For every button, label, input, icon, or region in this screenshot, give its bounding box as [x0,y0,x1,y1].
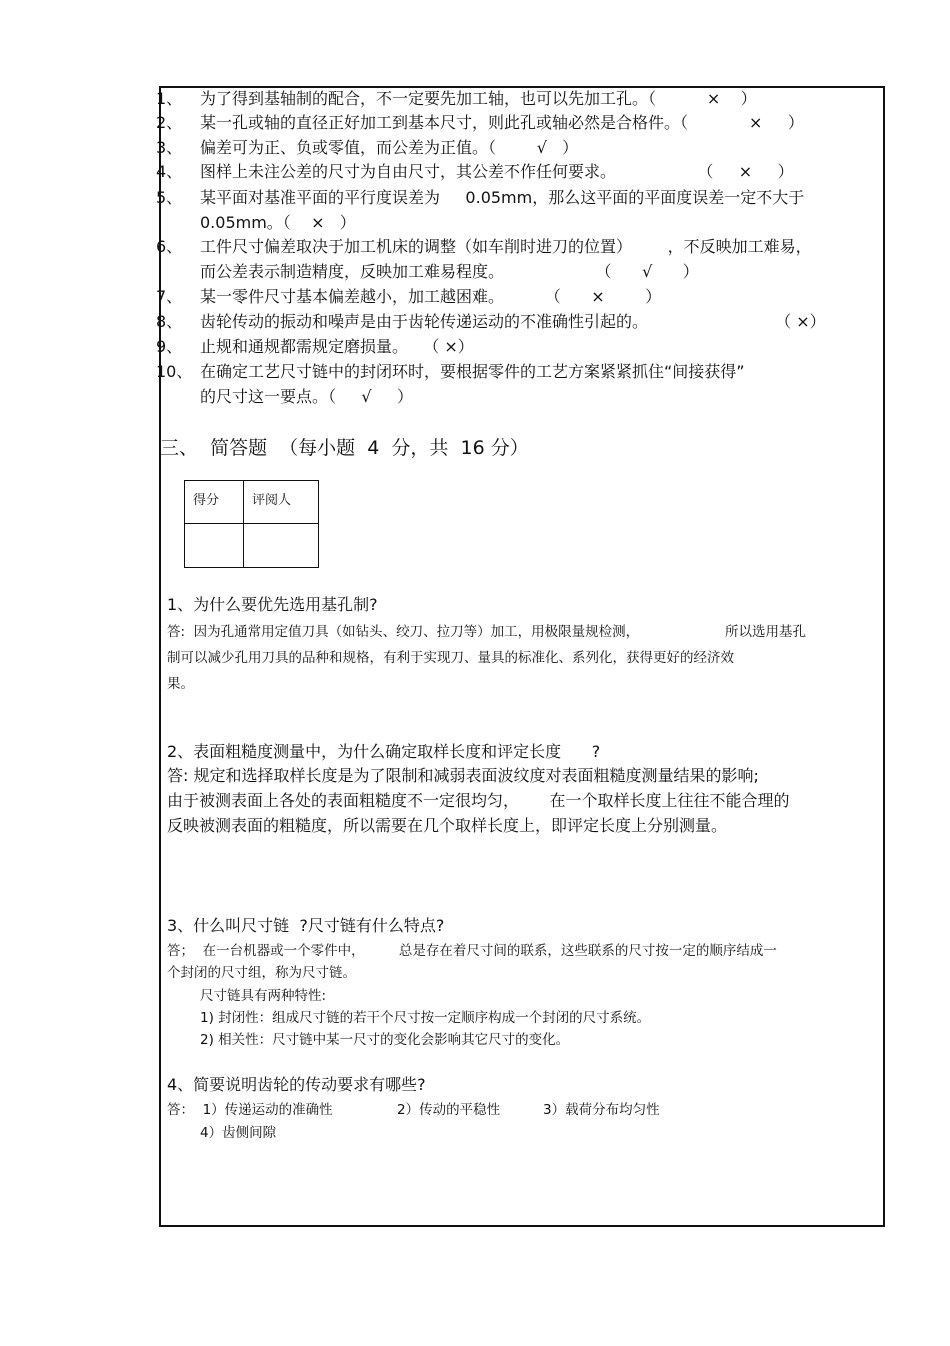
item-number: 4、 [156,162,183,181]
item-text: 图样上未注公差的尺寸为自由尺寸，其公差不作任何要求。 （ × ） [200,162,794,181]
item-text: 某平面对基准平面的平行度误差为 0.05mm，那么这平面的平面度误差一定不大于 [200,188,805,207]
question-title: 3、什么叫尺寸链 ?尺寸链有什么特点? [167,916,445,935]
reviewer-label: 评阅人 [244,481,319,524]
answer-line: 1) 封闭性：组成尺寸链的若干个尺寸按一定顺序构成一个封闭的尺寸系统。 [200,1010,651,1026]
score-table [184,480,319,568]
item-text: 齿轮传动的振动和噪声是由于齿轮传递运动的不准确性引起的。 （ ×） [200,312,826,331]
score-cell [185,524,244,568]
answer-line: 2) 相关性：尺寸链中某一尺寸的变化会影响其它尺寸的变化。 [200,1032,570,1048]
question-title: 4、简要说明齿轮的传动要求有哪些? [167,1075,426,1094]
answer-line: 果。 [167,676,194,692]
item-number: 9、 [156,337,183,356]
answer-line: 答： 1）传递运动的准确性 2）传动的平稳性 3）载荷分布均匀性 [167,1102,660,1118]
answer-line: 反映被测表面的粗糙度，所以需要在几个取样长度上，即评定长度上分别测量。 [167,816,728,835]
answer-line: 答: 规定和选择取样长度是为了限制和减弱表面波纹度对表面粗糙度测量结果的影响; [167,766,759,785]
item-text: 的尺寸这一要点。（ √ ） [200,387,414,406]
answer-line: 答； 在一台机器或一个零件中， 总是存在着尺寸间的联系，这些联系的尺寸按一定的顺序结成一 [167,943,777,959]
item-number: 7、 [156,287,183,306]
question-title: 2、表面粗糙度测量中，为什么确定取样长度和评定长度 ? [167,742,601,761]
answer-line: 答: 因为孔通常用定值刀具（如钻头、绞刀、拉刀等）加工，用极限量规检测， 所以选用基孔 [167,624,806,640]
section-heading: 三、 简答题 （每小题 4 分，共 16 分） [160,437,529,459]
item-text: 在确定工艺尺寸链中的封闭环时，要根据零件的工艺方案紧紧抓住“间接获得” [200,362,745,381]
reviewer-cell [244,524,319,568]
item-number: 5、 [156,188,183,207]
item-text: 偏差可为正、负或零值，而公差为正值。（ √ ） [200,138,579,157]
item-text: 某一零件尺寸基本偏差越小，加工越困难。 （ × ） [200,287,662,306]
item-number: 2、 [156,113,183,132]
item-text: 为了得到基轴制的配合，不一定要先加工轴，也可以先加工孔。（ × ） [200,89,757,108]
item-text: 而公差表示制造精度，反映加工难易程度。 （ √ ） [200,262,699,281]
item-text: 工件尺寸偏差取决于加工机床的调整（如车削时进刀的位置） ，不反映加工难易， [200,237,812,256]
answer-line: 4）齿侧间隙 [200,1125,277,1141]
item-text: 某一孔或轴的直径正好加工到基本尺寸，则此孔或轴必然是合格件。（ × ） [200,113,804,132]
item-number: 1、 [156,89,183,108]
item-number: 6、 [156,237,183,256]
answer-line: 制可以减少孔用刀具的品种和规格，有利于实现刀、量具的标准化、系列化，获得更好的经济效 [167,650,734,666]
score-label: 得分 [185,481,244,524]
item-text: 止规和通规都需规定磨损量。 （ ×） [200,337,474,356]
item-number: 3、 [156,138,183,157]
item-text: 0.05mm。（ × ） [200,213,356,232]
item-number: 10、 [156,362,193,381]
item-number: 8、 [156,312,183,331]
answer-line: 由于被测表面上各处的表面粗糙度不一定很均匀， 在一个取样长度上往往不能合理的 [167,791,790,810]
answer-line: 个封闭的尺寸组，称为尺寸链。 [167,965,356,981]
question-title: 1、为什么要优先选用基孔制? [167,595,378,614]
answer-line: 尺寸链具有两种特性: [200,988,327,1004]
